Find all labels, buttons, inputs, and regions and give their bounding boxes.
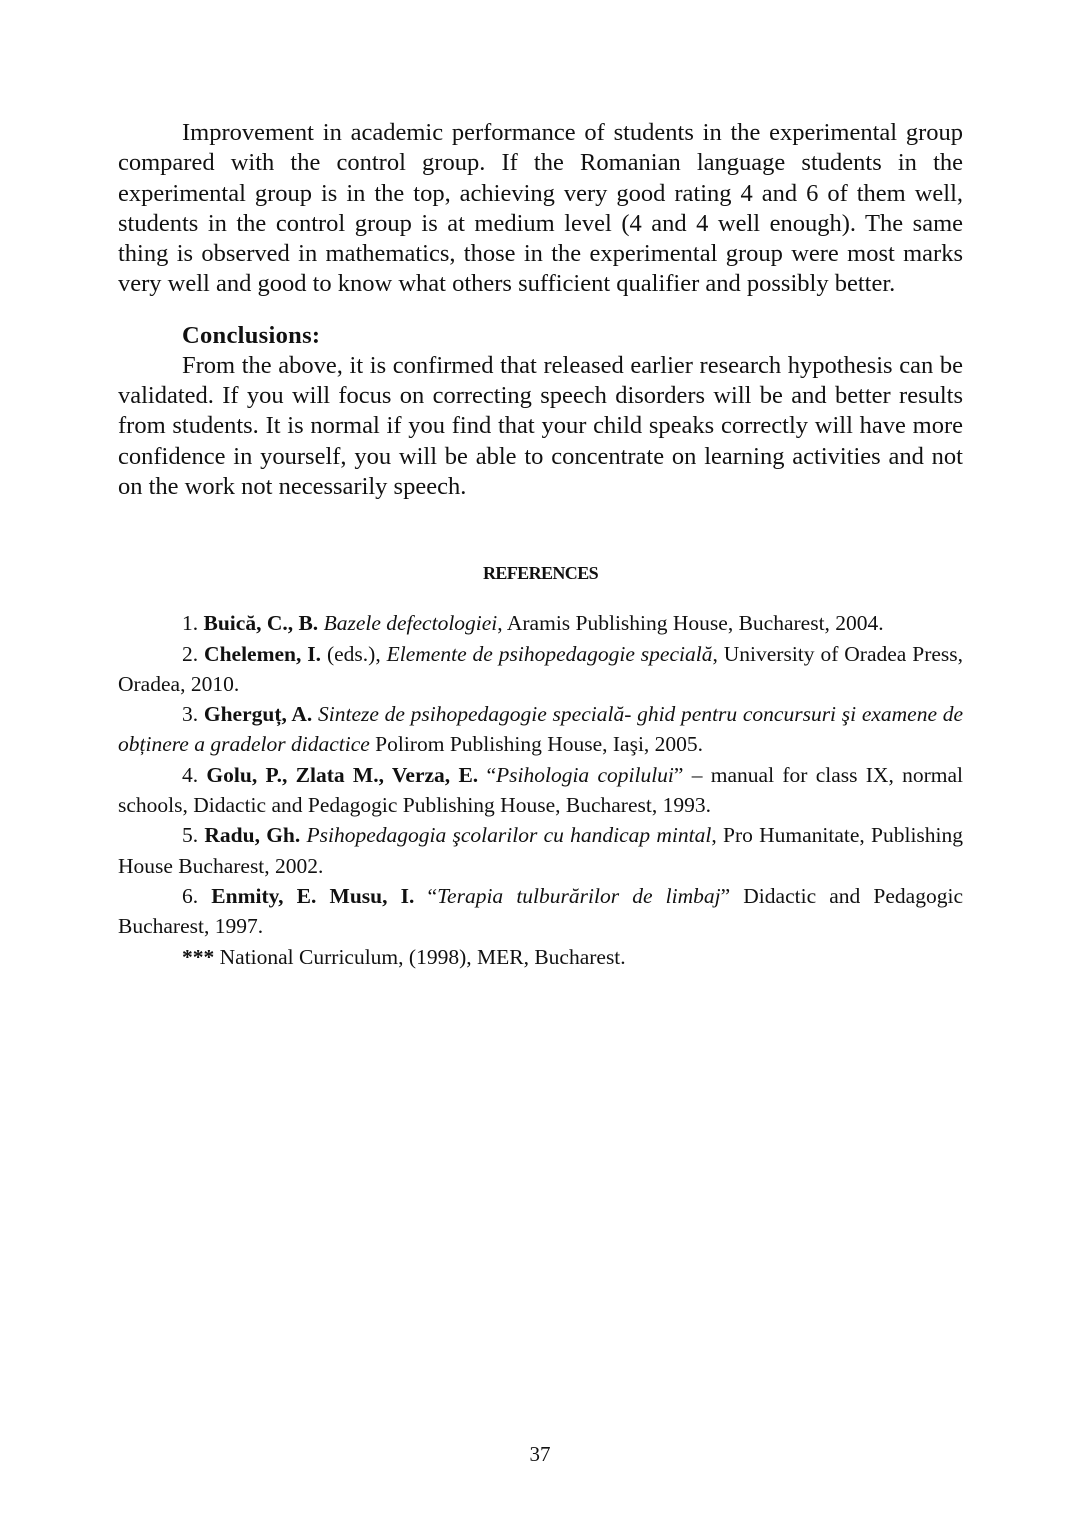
- ref-details: , University of Oradea Press, Oradea, 2010.: [118, 641, 964, 696]
- references-title: REFERENCES: [482, 563, 599, 584]
- page-content: [118, 118, 963, 972]
- ref-details: , Aramis Publishing House, Bucharest, 2004.: [497, 611, 884, 636]
- ref-details: – manual for class IX, normal schools, Didactic and Pedagogic Publishing House, Bucharest, 1993.: [118, 762, 964, 818]
- reference-item-7: [118, 942, 963, 972]
- ref-work-title: Psihologia copilului: [496, 762, 674, 787]
- ref-number: 4.: [182, 762, 199, 787]
- ref-work-title: Psihopedagogia şcolarilor cu handicap mintal: [306, 823, 712, 848]
- ref-number: 1.: [182, 611, 199, 636]
- ref-number: 5.: [182, 823, 199, 848]
- ref-pre: (eds.),: [321, 641, 387, 666]
- ref-details: National Curriculum, (1998), MER, Bucharest.: [214, 944, 626, 969]
- reference-item-1: [118, 608, 963, 638]
- ref-details: , Pro Humanitate, Publishing House Bucharest, 2002.: [118, 823, 964, 878]
- reference-item-6: 6. Enmity, E. Musu, I. “Terapia tulburărilor de limbaj” Didactic and Pedagogic Bucharest, 1997.: [118, 883, 963, 939]
- conclusions-heading: Conclusions:: [182, 321, 321, 349]
- body-paragraph-2: From the above, it is confirmed that released earlier research hypothesis can be validated. If you will focus on correcting speech disorders will be and better results from students. It is normal if you find that your child speaks correctly will have more confidence in yourself, you will be able to concentrate on learning activities and not on the work not necessarily speech.: [118, 351, 963, 500]
- ref-authors: Enmity, E. Musu, I.: [211, 883, 415, 908]
- body-paragraph-1: Improvement in academic performance of students in the experimental group compared with the control group. If the Romanian language students in the experimental group is in the top, achieving very good rating 4 and 6 of them well, students in the control group is at medium level (4 and 4 well enough). The same thing is observed in mathematics, those in the experimental group were most marks very well and good to know what others sufficient qualifier and possibly better.: [118, 119, 963, 298]
- ref-authors: Buică, C., B.: [203, 611, 319, 636]
- reference-item-3: [118, 699, 963, 760]
- ref-details: Polirom Publishing House, Iaşi, 2005.: [369, 732, 704, 757]
- ref-work-title: Terapia tulburărilor de limbaj: [437, 883, 721, 908]
- reference-item-2: [118, 639, 963, 700]
- page-number: 37: [529, 1442, 551, 1466]
- reference-item-5: [118, 820, 963, 881]
- ref-authors: Chelemen, I.: [204, 641, 322, 666]
- reference-item-4: 4. Golu, P., Zlata M., Verza, E. “Psihologia copilului” – manual for class IX, normal schools, Didactic and Pedagogic Publishing House, Bucharest, 1993.: [118, 762, 964, 818]
- ref-number: 6.: [182, 883, 199, 908]
- ref-work-title: Bazele defectologiei: [323, 611, 498, 636]
- references-list: [118, 608, 963, 972]
- ref-number: 2.: [182, 641, 199, 666]
- ref-authors: Gherguț, A.: [203, 702, 313, 727]
- ref-work-title: Sinteze de psihopedagogie specială- ghid pentru concursuri şi examene de obținere a gradelor didactice: [118, 702, 964, 757]
- ref-work-title: Elemente de psihopedagogie specială: [386, 641, 713, 666]
- ref-authors: Radu, Gh.: [204, 823, 301, 848]
- ref-details: Didactic and Pedagogic Bucharest, 1997.: [118, 883, 963, 939]
- ref-authors: Golu, P., Zlata M., Verza, E.: [206, 762, 479, 787]
- ref-number: 3.: [182, 702, 199, 727]
- ref-number: ***: [182, 944, 215, 969]
